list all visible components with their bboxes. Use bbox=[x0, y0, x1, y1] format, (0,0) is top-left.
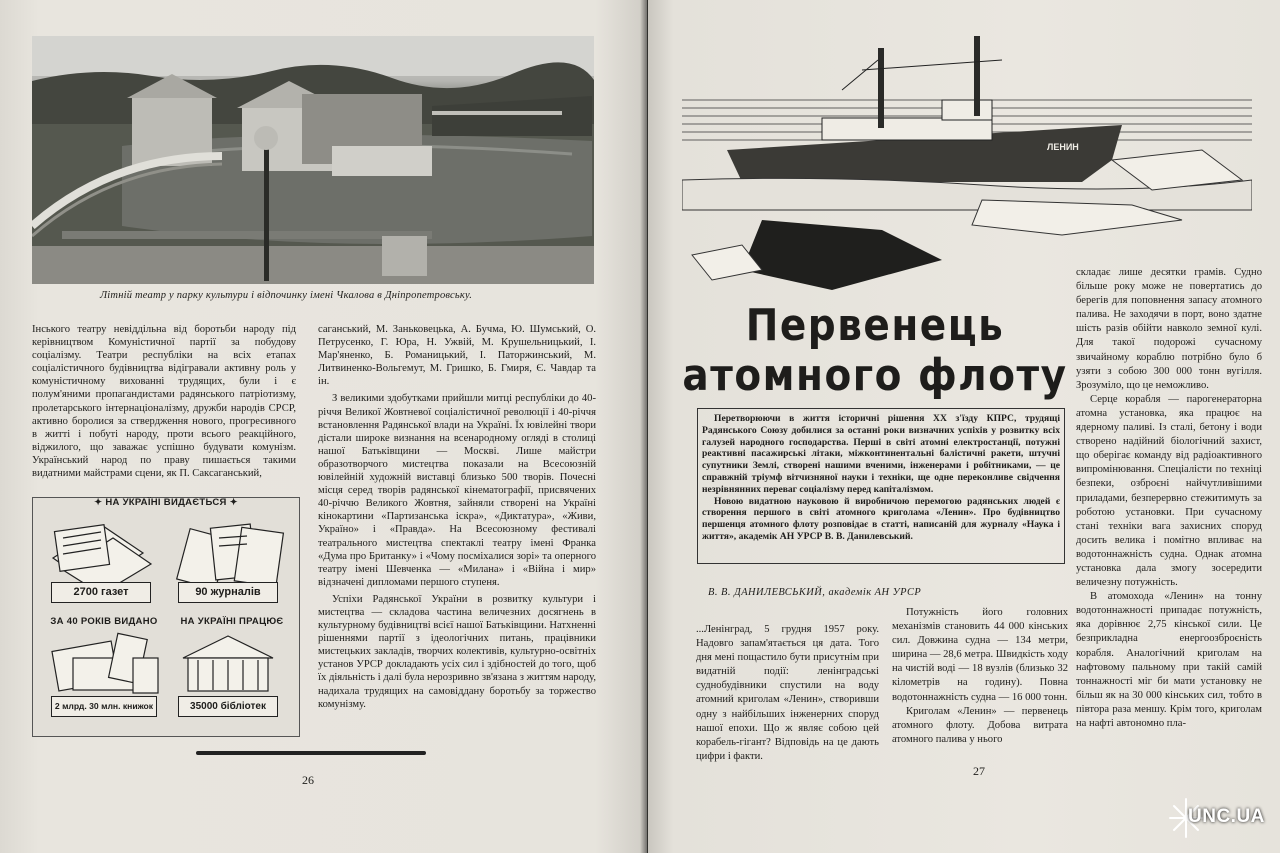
publishing-infographic bbox=[32, 497, 300, 737]
right-col2-paragraph-1: Потужність його головних механізмів становить 44 000 кінських сил. Довжина судна — 134 метри, ширина — 28,6 метра. Швидкість ходу на чистій воді — 18 вузлів (близько 32 кілометрів на годину). Повна водотоннажність судна — 16 000 тонн. bbox=[892, 607, 1068, 703]
right-col2-paragraph-2: Криголам «Ленин» — первенець атомного флоту. Добова витрата атомного палива у нього bbox=[892, 705, 1068, 745]
headline-line-1: Первенець bbox=[745, 300, 1005, 351]
library-illustration bbox=[183, 636, 273, 691]
article-author: В. В. ДАНИЛЕВСЬКИЙ, академік АН УРСР bbox=[708, 587, 922, 598]
article-headline bbox=[682, 301, 1068, 402]
summer-theatre-photo bbox=[32, 36, 594, 284]
page-number-left: 26 bbox=[302, 773, 314, 787]
working-subtitle: НА УКРАЇНІ ПРАЦЮЄ bbox=[180, 616, 284, 627]
books-count-badge: 2 млрд. 30 млн. книжок bbox=[51, 696, 157, 717]
right-column-3 bbox=[1076, 266, 1262, 731]
published-subtitle: ЗА 40 РОКІВ ВИДАНО bbox=[50, 616, 158, 627]
right-col3-paragraph-1: складає лише десятки грамів. Судно більше року може не повертатись до берегів для поповнення запасу атомного палива. Не заходячи в порт, воно здатне шість разів обійти навколо земної кулі. Для такої подорожі сучасному звичайному кораблю потрібно було б узяти з собою 300 000 тонн вугілля. Зрозуміло, що це неможливо. bbox=[1076, 267, 1262, 391]
page-number-right: 27 bbox=[973, 764, 985, 778]
left-column-1 bbox=[32, 323, 296, 480]
intro-paragraph-1: Перетворюючи в життя історичні рішення XX з'їзду КПРС, трудящі Радянського Союзу добилися за останні роки визначних успіхів у розвитку всіх галузей народного господарства. Перші в світі атомні електростанції, потужні реактивні пасажирські літаки, міжконтинентальні балістичні ракети, штучні супутники Землі, створені нашими вченими, інженерами і робітниками, — це справжній тріумф вітчизняної науки і техніки, ще одне переконливе свідчення незрівнянних переваг соціалізму перед капіталізмом. bbox=[702, 413, 1060, 495]
right-col1-paragraph: ...Ленінград, 5 грудня 1957 року. Надовго запам'ятається ця дата. Того дня мені пощастило бути присутнім при видатній події: ленінградські суднобудівники спустили на воду атомний криголам «Ленин», створивши одну з найбільших інженерних споруд нашої епохи. Що ж являє собою цей корабель-гігант? Відповідь на це дають цифри і факти. bbox=[696, 624, 879, 762]
libraries-count-badge: 35000 бібліотек bbox=[178, 696, 278, 717]
books-illustration bbox=[52, 633, 158, 693]
journals-count-badge: 90 журналів bbox=[178, 582, 278, 603]
headline-line-2: атомного флоту bbox=[682, 351, 1068, 402]
right-column-2 bbox=[892, 606, 1068, 747]
right-column-1 bbox=[696, 623, 879, 764]
left-col2-paragraph-3: Успіхи Радянської України в розвитку культури і мистецтва — складова частина величезних досягнень в культурному будівництві всієї нашої Батьківщини. Натхненні рішеннями партії з ідеологічних питань, працівники мистецьких закладів, творчих колективів, культурно-освітніх установ УРСР докладають усіх сил і здібностей до того, щоб їх діяльність і далі була нерозривно зв'язана з життям народу, надихала трудящих на самовіддану боротьбу за торжество комунізму. bbox=[318, 593, 596, 710]
ship-name-label: ЛЕНИН bbox=[1047, 142, 1079, 152]
watermark-text: UNC.UA bbox=[1188, 806, 1265, 827]
journals-illustration bbox=[177, 524, 284, 589]
left-column-2 bbox=[318, 323, 596, 711]
right-col3-paragraph-3: В атомохода «Ленин» на тонну водотоннажності припадає потужність, яка дорівнює 2,75 кінської сили. Це безприкладна енергоозброєність корабля. Аналогічний криголам на нафтовому пальному при такій самій тоннажності міг би мати установку не більш як на 30 000 кінських сил, тобто в півтора раза меншу. Крім того, криголам на нафті автономно пла- bbox=[1076, 591, 1262, 729]
newspapers-count-badge: 2700 газет bbox=[51, 582, 151, 603]
left-col1-paragraph: Інського театру невіддільна від боротьби народу під керівництвом Комуністичної партії за побудову соціалізму. Театри республіки на всіх етапах соціалістичного будівництва відігравали активну роль у комуністичному вихованні трудящих, були і є полум'яними пропагандистами радянського патріотизму, пролетарського інтернаціоналізму, дружби народів СРСР, активно боролися за ствердження нового, прогресивного в житті і побуті народу, проти всього реакційного, віджилого, що заважає успішно будувати комунізм. Український народ по праву пишається такими видатними майстрами сцени, як П. Саксаганський, bbox=[32, 324, 296, 480]
left-col2-paragraph-2: З великими здобутками прийшли митці республіки до 40-річчя Великої Жовтневої соціалістичної революції і 40-річчя встановлення Радянської влади на Україні. Їх ювілейні твори дістали широке визнання на всенародному огляді в столиці нашої Батьківщини — Москві. Лише майстри образотворчого мистецтва показали на Всесоюзній ювілейній художній виставці близько 500 творів. Почесні місця серед творів радянської кінематографії, присвячених 40-річчю Великого Жовтня, зайняли створені на Україні кінокартини «Партизанська іскра», «Диктатура», «Живи, Україно» і «Правда». На Всесоюзному фестивалі театрального мистецтва спектаклі театру імені Франка «Дума про Британку» і «Чому посміхалися зорі» та оперного театру імені Шевченка — «Милана» і «Війна і мир» відзначені дипломами першого ступеня. bbox=[318, 393, 596, 588]
photo-caption: Літній театр у парку культури і відпочинку імені Чкалова в Дніпропетровську. bbox=[100, 290, 473, 301]
infographic-title-text: НА УКРАЇНІ ВИДАЄТЬСЯ bbox=[105, 497, 227, 508]
left-col2-paragraph-1: саганський, М. Заньковецька, А. Бучма, Ю. Шумський, О. Петрусенко, Г. Юра, Н. Ужвій, М. Крушельницький, І. Мар'яненко, Б. Романицький, І. Паторжинський, М. Литвиненко-Вольгемут, М. Гришко, Б. Гмиря, Є. Чавдар та ін. bbox=[318, 324, 596, 388]
column-divider bbox=[196, 751, 426, 755]
photo-illustration bbox=[32, 36, 594, 284]
icebreaker-illustration bbox=[682, 30, 1252, 300]
right-col3-paragraph-2: Серце корабля — парогенераторна атомна установка, яка працює на ядерному паливі. Із сталі, бетону і води створено надійний біологічний захист, що оберігає команду від радіоактивного випромінювання. Спеціалісти по техніці безпеки, озброєні найчутливішими приладами, безперервно стежитимуть за роботою установки. При сучасному стані техніки вага захисних споруд досить велика і помітно впливає на водотоннажність судна. Однак атомна установка дала змогу зосередити величезну потужність. bbox=[1076, 393, 1262, 589]
infographic-title: ✦ НА УКРАЇНІ ВИДАЄТЬСЯ ✦ bbox=[94, 497, 238, 508]
article-intro-box bbox=[697, 408, 1065, 564]
intro-paragraph-2: Новою видатною науковою й виробничою перемогою радянських людей є створення першого в світі атомного криголама «Ленин». Про будівництво першенця атомного флоту розповідає в статті, написаній для журналу «Наука і життя», академік АН УРСР В. В. Данилевський. bbox=[702, 495, 1060, 542]
